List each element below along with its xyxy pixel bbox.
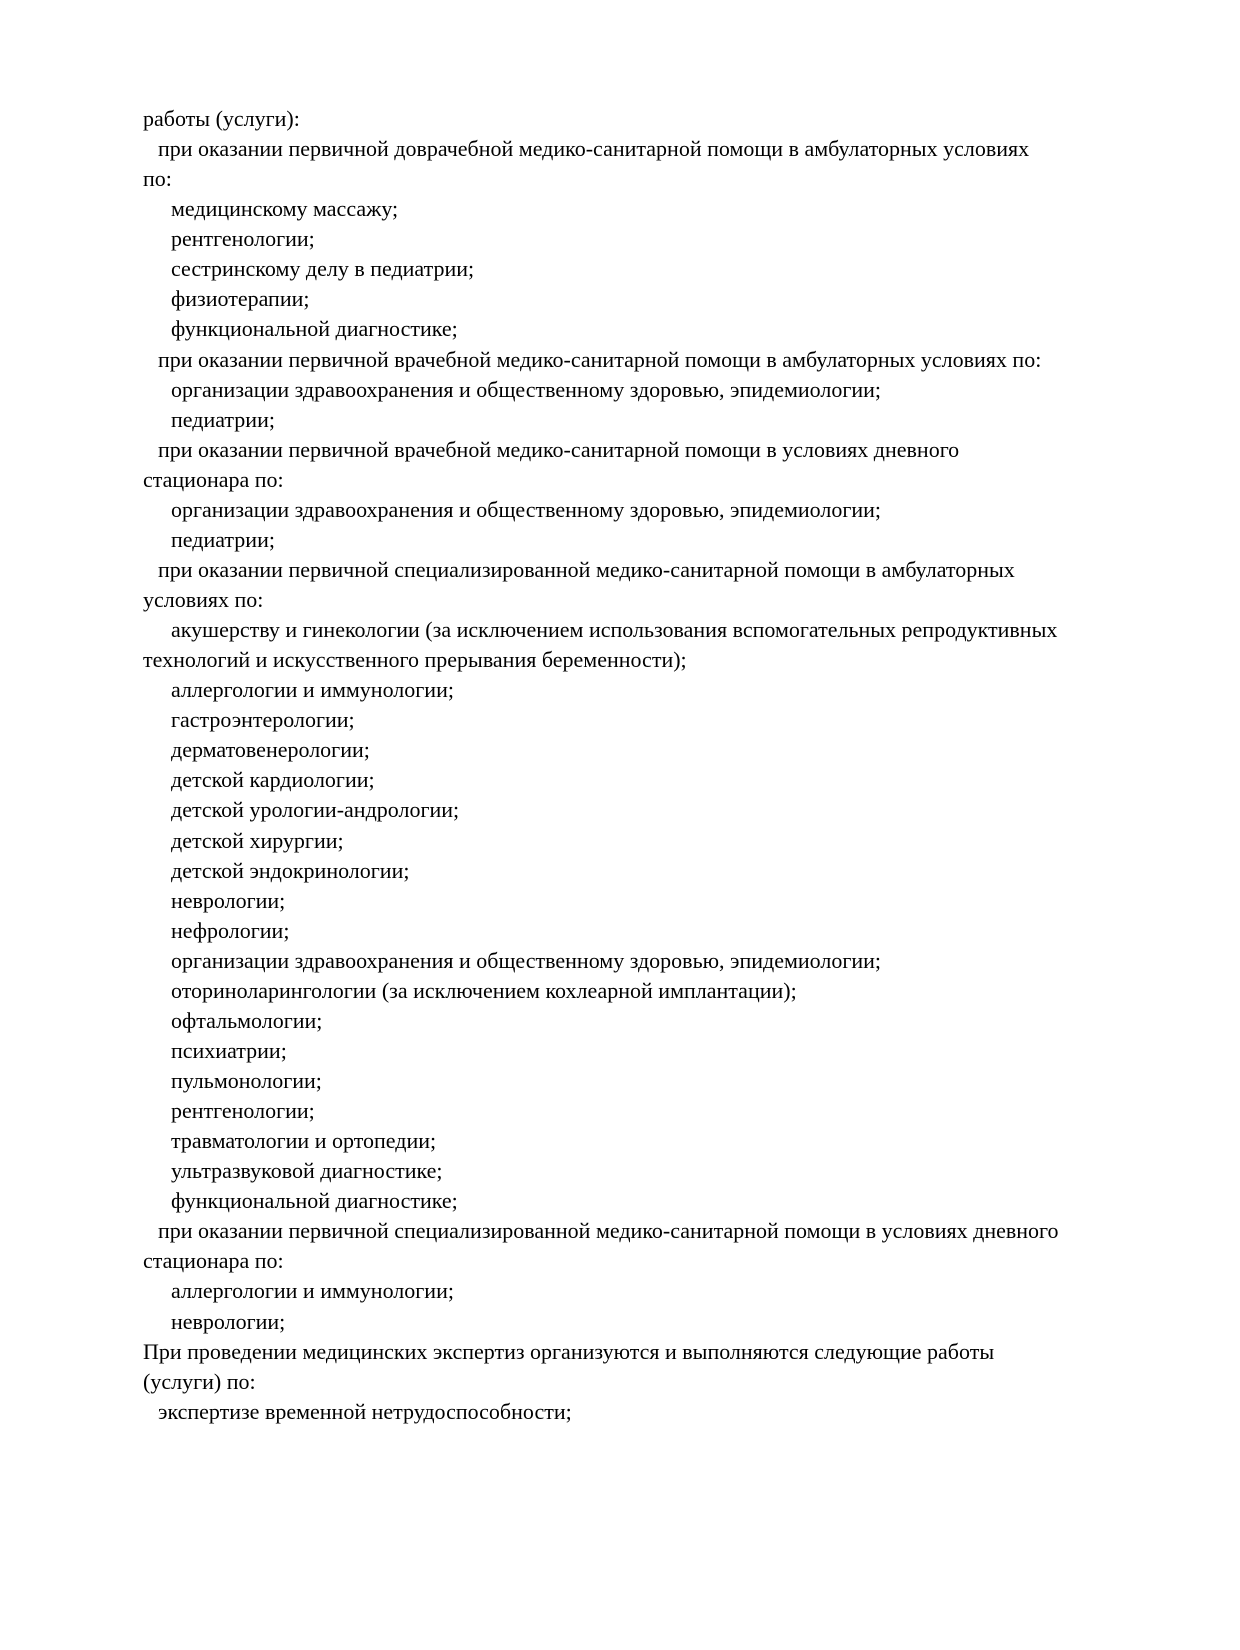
document-line: детской кардиологии; <box>171 767 375 793</box>
license-works-list <box>143 104 1213 1427</box>
document-line: неврологии; <box>171 887 286 913</box>
document-line: При проведении медицинских экспертиз организуются и выполняются следующие работы <box>143 1338 995 1364</box>
document-line: детской эндокринологии; <box>171 857 410 883</box>
document-line: по: <box>143 166 172 192</box>
document-line: неврологии; <box>171 1308 286 1334</box>
document-line: аллергологии и иммунологии; <box>171 1278 454 1304</box>
document-line: аллергологии и иммунологии; <box>171 677 454 703</box>
document-line: пульмонологии; <box>171 1068 322 1093</box>
document-line: сестринскому делу в педиатрии; <box>171 256 475 282</box>
document-line: организации здравоохранения и общественному здоровью, эпидемиологии; <box>171 947 882 973</box>
document-line: акушерству и гинекологии (за исключением использования вспомогательных репродуктивных <box>171 617 1058 643</box>
document-line: организации здравоохранения и общественному здоровью, эпидемиологии; <box>171 496 882 522</box>
document-line: функциональной диагностике; <box>171 1188 458 1214</box>
document-line: оториноларингологии (за исключением кохлеарной имплантации); <box>171 977 797 1003</box>
document-line: травматологии и ортопедии; <box>171 1128 437 1154</box>
document-line: экспертизе временной нетрудоспособности; <box>158 1398 572 1424</box>
document-line: гастроэнтерологии; <box>171 707 355 733</box>
document-line: офтальмологии; <box>171 1007 323 1033</box>
document-line: (услуги) по: <box>143 1368 256 1394</box>
document-line: при оказании первичной специализированной медико-санитарной помощи в условиях дневного <box>158 1218 1059 1244</box>
document-line: стационара по: <box>143 1248 284 1274</box>
document-line: рентгенологии; <box>171 226 315 252</box>
document-line: ультразвуковой диагностике; <box>171 1158 443 1184</box>
document-line: при оказании первичной врачебной медико-санитарной помощи в амбулаторных условиях по: <box>158 346 1042 372</box>
document-line: рентгенологии; <box>171 1098 315 1124</box>
document-line: педиатрии; <box>171 526 275 552</box>
document-line: детской урологии-андрологии; <box>171 797 460 823</box>
document-line: педиатрии; <box>171 406 275 432</box>
document-line: психиатрии; <box>171 1037 287 1063</box>
document-line: дерматовенерологии; <box>171 737 370 763</box>
document-line: стационара по: <box>143 466 284 492</box>
document-line: функциональной диагностике; <box>171 316 458 342</box>
document-line: физиотерапии; <box>171 286 310 312</box>
document-line: медицинскому массажу; <box>171 196 399 222</box>
document-line: при оказании первичной доврачебной медико-санитарной помощи в амбулаторных условиях <box>158 136 1030 162</box>
document-line: работы (услуги): <box>143 106 300 131</box>
document-line: при оказании первичной врачебной медико-санитарной помощи в условиях дневного <box>158 436 960 462</box>
document-line: условиях по: <box>143 587 264 612</box>
document-line: нефрологии; <box>171 917 290 943</box>
document-line: организации здравоохранения и общественному здоровью, эпидемиологии; <box>171 376 882 402</box>
document-line: детской хирургии; <box>171 827 344 853</box>
document-line: технологий и искусственного прерывания беременности); <box>143 647 687 673</box>
document-line: при оказании первичной специализированной медико-санитарной помощи в амбулаторных <box>158 556 1015 582</box>
